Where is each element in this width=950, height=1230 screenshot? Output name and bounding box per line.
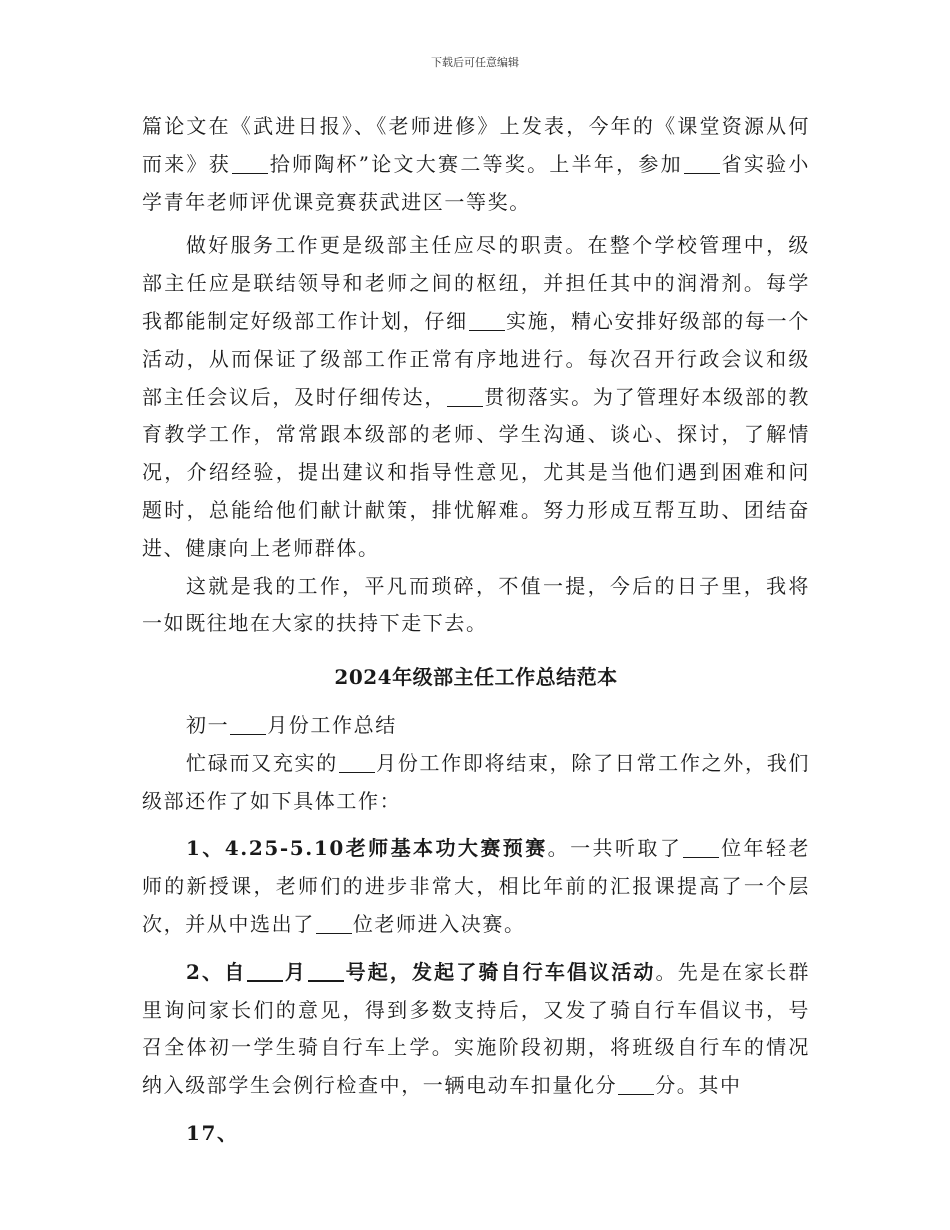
item-heading: 2、自 (186, 959, 247, 984)
text-run: 初一 (186, 712, 230, 737)
fill-blank (232, 153, 268, 174)
item-heading: 月 (284, 959, 308, 984)
page-header: 下载后可任意编辑 (431, 56, 519, 69)
item-heading: 1、4.25-5.10老师基本功大赛预赛 (186, 836, 548, 861)
section-title: 2024年级部主任工作总结范本 (334, 665, 618, 690)
fill-blank (618, 1074, 654, 1095)
list-item-1 (142, 830, 810, 943)
text-run: 省实验小学青年老师评优课竞赛获武进区一等奖。 (142, 151, 811, 214)
text-run: 。先是在家长群里询问家长们的意见，得到多数支持后，又发了骑自行车倡议书，号召全体初一学生骑自行车上学。实施阶段初期，将班级自行车的情况纳入级部学生会例行检查中，一辆电动车扣量化分 (142, 959, 810, 1098)
list-item-2 (142, 954, 810, 1105)
paragraph-closing: 这就是我的工作，平凡而琐碎，不值一提，今后的日子里，我将一如既往地在大家的扶持下走下去。 (142, 573, 810, 636)
subheading (142, 707, 810, 745)
fill-blank (469, 310, 505, 331)
fill-blank (447, 386, 483, 407)
text-run: 实施，精心安排好级部的每一个活动，从而保证了级部工作正常有序地进行。每次召开行政会议和级部主任会议后，及时仔细传达， (142, 308, 810, 409)
item-heading: 号起，发起了骑自行车倡议活动 (345, 959, 656, 984)
text-run: 位老师进入决赛。 (352, 911, 526, 936)
text-run: 忙碌而又充实的 (186, 750, 338, 775)
text-run: 月份工作即将结束，除了日常工作之外，我们级部还作了如下具体工作： (142, 750, 811, 813)
text-run: 拾师陶杯”论文大赛二等奖。上半年，参加 (269, 151, 683, 176)
document-body (142, 108, 810, 1153)
fill-blank (683, 837, 719, 858)
paragraph-intro (142, 745, 810, 821)
text-run: 位年轻老师的新授课，老师们的进步非常大，相比年前的汇报课提高了一个层次，并从中选出了 (142, 836, 811, 936)
text-run: 贯彻落实。为了管理好本级部的教育教学工作，常常跟本级部的老师、学生沟通、谈心、探讨，了解情况，介绍经验，提出建议和指导性意见，尤其是当他们遇到困难和问题时，总能给他们献计献策，排忧解难。努力形成互帮互助、团结奋进、健康向上老师群体。 (142, 384, 810, 560)
text-run: 月份工作总结 (267, 712, 397, 737)
text-run: 做好服务工作更是级部主任应尽的职责。在整个学校管理中，级部主任应是联结领导和老师之间的枢纽，并担任其中的润滑剂。每学我都能制定好级部工作计划，仔细 (142, 233, 810, 333)
fill-blank (684, 153, 720, 174)
fill-blank (308, 960, 344, 982)
paragraph-service (142, 227, 810, 567)
fill-blank (247, 960, 283, 982)
list-item-3: 17、 (186, 1120, 239, 1145)
paragraph-papers (142, 108, 810, 221)
text-run: 。一共听取了 (547, 836, 683, 861)
text-run: 分。其中 (655, 1073, 742, 1098)
text-run: 篇论文在《武进日报》、《老师进修》上发表，今年的《课堂资源从何而来》获 (142, 114, 810, 176)
fill-blank (230, 714, 266, 735)
fill-blank (339, 752, 375, 773)
fill-blank (316, 913, 352, 934)
